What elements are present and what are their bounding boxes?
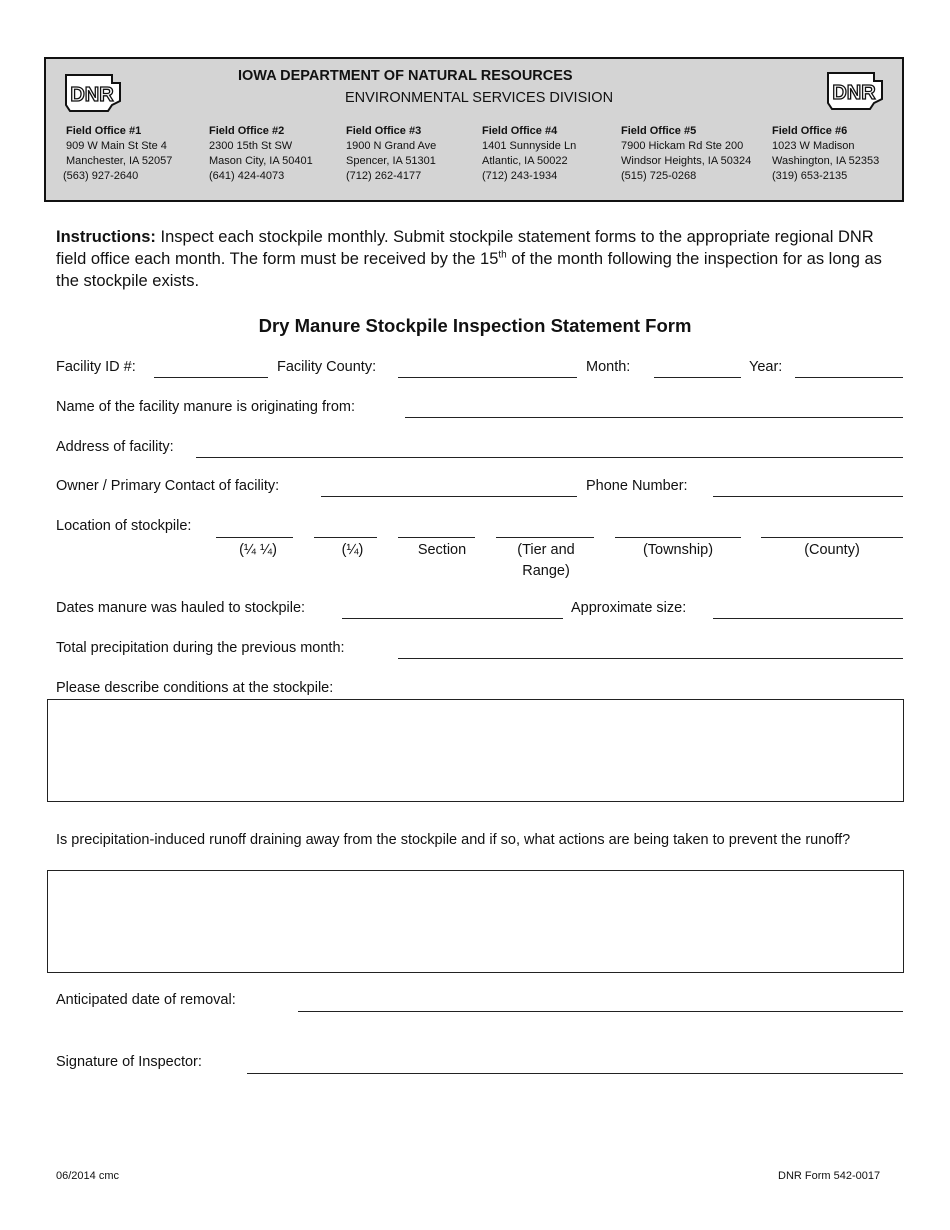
office-label: Field Office #1 (66, 125, 142, 137)
approx-size-field[interactable] (713, 618, 903, 619)
instructions (56, 226, 901, 292)
precipitation-field[interactable] (398, 658, 903, 659)
facility-id-field[interactable] (154, 377, 268, 378)
office-label: Field Office #5 (621, 125, 697, 137)
address-field[interactable] (196, 457, 903, 458)
office-street: 909 W Main St Ste 4 (66, 140, 167, 152)
footer-date: 06/2014 cmc (56, 1170, 119, 1182)
office-label: Field Office #3 (346, 125, 422, 137)
field-office-2 (209, 124, 313, 184)
location-sublabel-township: (Township) (642, 542, 714, 558)
owner-field[interactable] (321, 496, 577, 497)
office-label: Field Office #2 (209, 125, 285, 137)
dnr-logo-right (824, 69, 886, 111)
instructions-text-1: Inspect each stockpile monthly. Submit stockpile statement forms to the appropriate regional DNR field office each month. The form must be received by the 15 (56, 228, 874, 268)
dates-hauled-label: Dates manure was hauled to stockpile: (56, 600, 306, 616)
month-label: Month: (586, 359, 631, 375)
instructions-text-2: of the month following the inspection for as long as the stockpile exists. (56, 250, 882, 290)
instructions-sup: th (498, 249, 507, 261)
office-city: Manchester, IA 52057 (66, 155, 173, 167)
address-label: Address of facility: (56, 439, 174, 455)
location-sublabel-county: (County) (804, 542, 860, 558)
runoff-textarea[interactable] (47, 870, 904, 973)
location-sublabel-tier-range: (Tier and Range) (517, 542, 575, 579)
location-sublabel-quarter: (¼) (341, 542, 364, 558)
location-township-field[interactable] (615, 537, 741, 538)
office-phone: (319) 653-2135 (772, 170, 848, 182)
facility-county-field[interactable] (398, 377, 577, 378)
department-title: IOWA DEPARTMENT OF NATURAL RESOURCES (238, 68, 573, 84)
office-phone: (563) 927-2640 (63, 170, 139, 182)
facility-id-label: Facility ID #: (56, 359, 136, 375)
office-phone: (712) 243-1934 (482, 170, 558, 182)
office-city: Washington, IA 52353 (772, 155, 880, 167)
office-city: Windsor Heights, IA 50324 (621, 155, 752, 167)
logo-text: DNR (70, 84, 114, 106)
signature-label: Signature of Inspector: (56, 1054, 202, 1070)
dates-hauled-field[interactable] (342, 618, 563, 619)
facility-county-label: Facility County: (277, 359, 377, 375)
runoff-label: Is precipitation-induced runoff draining away from the stockpile and if so, what actions are being taken to prevent the runoff? (56, 832, 851, 848)
removal-date-field[interactable] (298, 1011, 903, 1012)
phone-field[interactable] (713, 496, 903, 497)
division-title: ENVIRONMENTAL SERVICES DIVISION (345, 90, 614, 106)
month-field[interactable] (654, 377, 741, 378)
form-title: Dry Manure Stockpile Inspection Statement Form (258, 315, 692, 336)
office-label: Field Office #6 (772, 125, 848, 137)
year-label: Year: (749, 359, 783, 375)
office-street: 1401 Sunnyside Ln (482, 140, 577, 152)
office-street: 7900 Hickam Rd Ste 200 (621, 140, 744, 152)
conditions-label: Please describe conditions at the stockpile: (56, 680, 334, 696)
location-quarter-quarter-field[interactable] (216, 537, 293, 538)
office-city: Mason City, IA 50401 (209, 155, 313, 167)
removal-date-label: Anticipated date of removal: (56, 992, 236, 1008)
field-office-4 (482, 124, 576, 184)
location-sublabel-quarter-quarter: (¼ ¼) (239, 542, 277, 558)
location-section-field[interactable] (398, 537, 475, 538)
location-tier-range-field[interactable] (496, 537, 594, 538)
location-county-field[interactable] (761, 537, 903, 538)
signature-field[interactable] (247, 1073, 903, 1074)
office-phone: (712) 262-4177 (346, 170, 422, 182)
instructions-lead: Instructions: (56, 228, 156, 246)
office-city: Atlantic, IA 50022 (482, 155, 568, 167)
conditions-textarea[interactable] (47, 699, 904, 802)
field-office-3 (346, 124, 436, 184)
office-phone: (641) 424-4073 (209, 170, 285, 182)
office-city: Spencer, IA 51301 (346, 155, 436, 167)
approx-size-label: Approximate size: (571, 600, 687, 616)
dnr-logo-left (62, 71, 124, 113)
office-label: Field Office #4 (482, 125, 558, 137)
office-street: 1023 W Madison (772, 140, 855, 152)
location-quarter-field[interactable] (314, 537, 377, 538)
precipitation-label: Total precipitation during the previous month: (56, 640, 345, 656)
logo-text: DNR (832, 82, 876, 104)
originating-facility-label: Name of the facility manure is originating from: (56, 399, 355, 415)
field-office-1 (63, 124, 173, 184)
office-phone: (515) 725-0268 (621, 170, 697, 182)
field-office-5 (621, 124, 751, 184)
location-label: Location of stockpile: (56, 518, 192, 534)
year-field[interactable] (795, 377, 903, 378)
phone-label: Phone Number: (586, 478, 688, 494)
footer-form-number: DNR Form 542-0017 (778, 1170, 881, 1182)
originating-facility-field[interactable] (405, 417, 903, 418)
location-sublabel-section: Section (417, 542, 467, 558)
field-office-6 (772, 124, 879, 184)
office-street: 2300 15th St SW (209, 140, 293, 152)
office-street: 1900 N Grand Ave (346, 140, 437, 152)
owner-label: Owner / Primary Contact of facility: (56, 478, 280, 494)
